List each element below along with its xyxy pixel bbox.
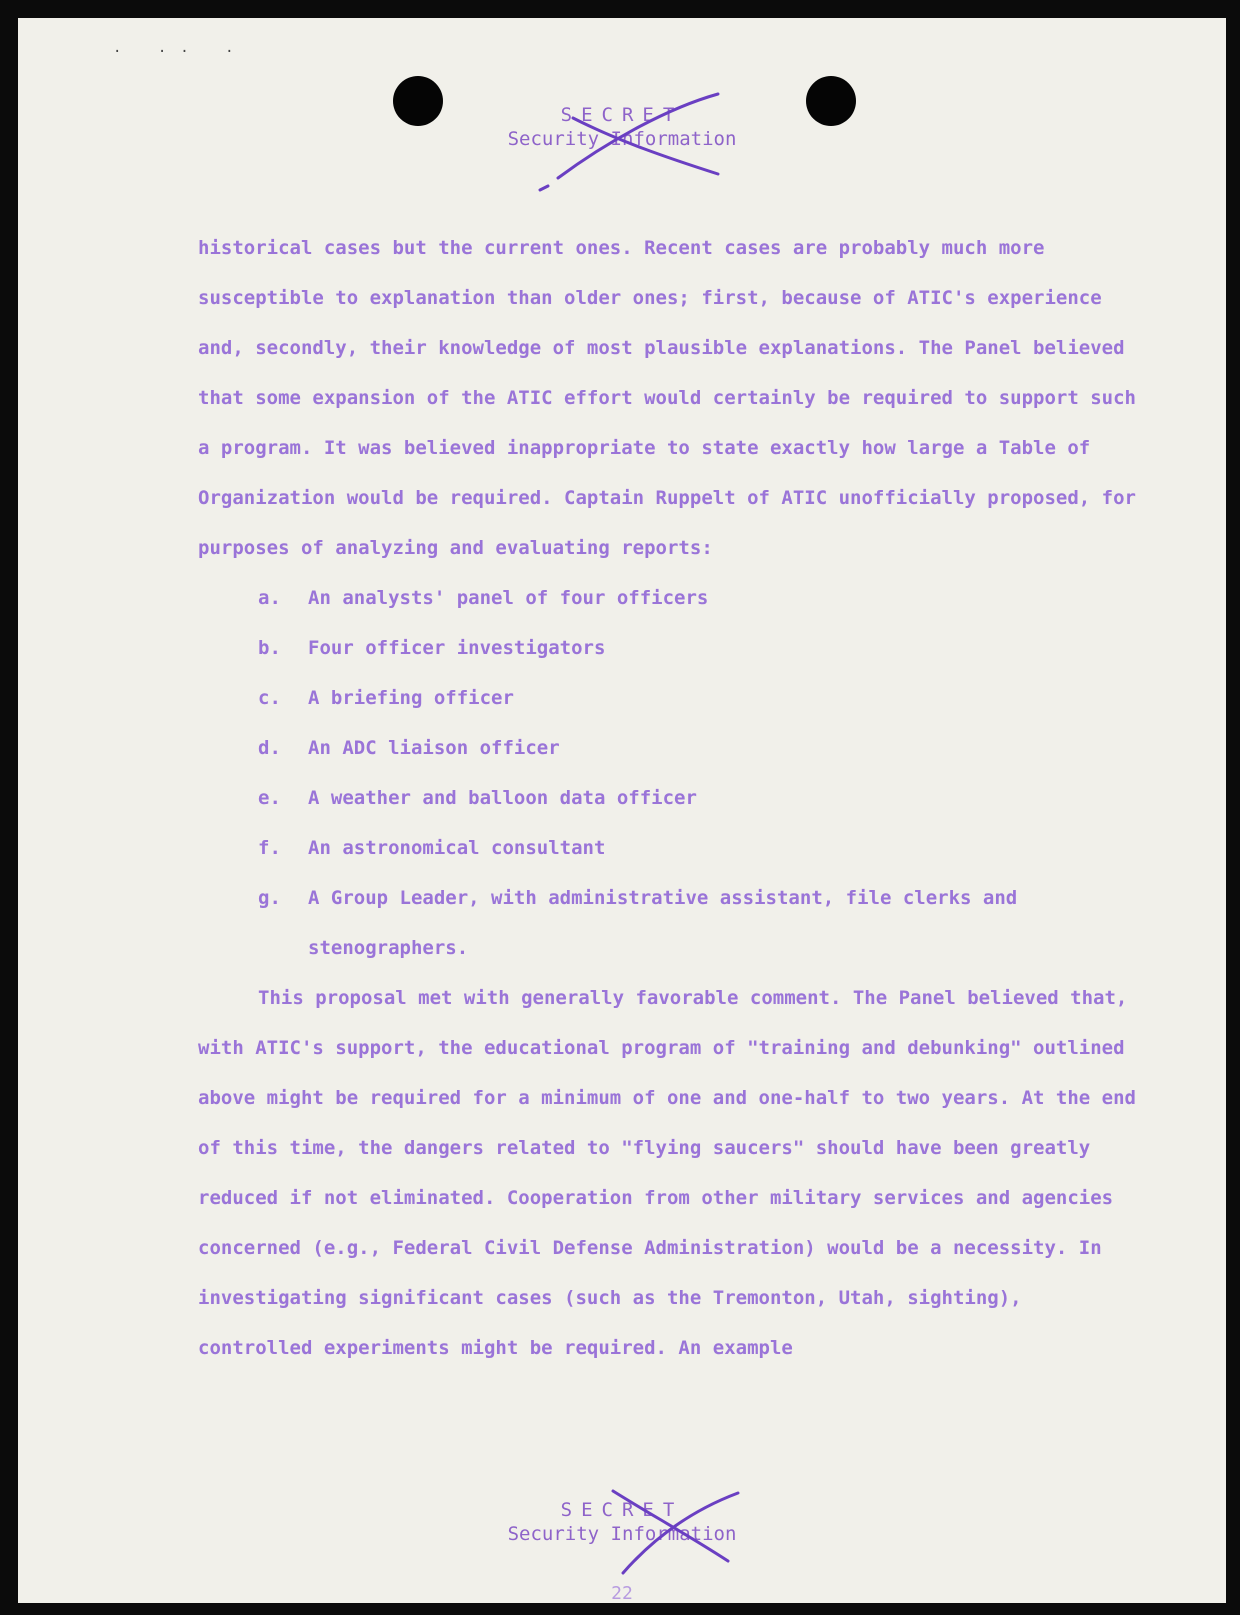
list-text: An analysts' panel of four officers bbox=[308, 587, 709, 609]
paragraph-1: historical cases but the current ones. Recent cases are probably much more susceptible to explanation than older ones; first, because of ATIC's experience and, secondly, their knowledge of most plausible explanations. The Panel believed that some expansion of the ATIC effort would certainly be required to support such a program. It was believed inappropriate to state exactly how large a Table of Organization would be required. Captain Ruppelt of ATIC unofficially proposed, for purposes of analyzing and evaluating reports: bbox=[198, 237, 1136, 559]
header-secret: SECRET bbox=[560, 104, 684, 126]
footer-secret: SECRET bbox=[560, 1499, 684, 1521]
page-number: 22 bbox=[611, 1583, 633, 1603]
staff-list bbox=[198, 573, 1143, 973]
footer-security-info: Security Information bbox=[507, 1523, 737, 1545]
header-strike-mark bbox=[518, 86, 738, 196]
list-text: A weather and balloon data officer bbox=[308, 787, 697, 809]
header-security-info: Security Information bbox=[507, 128, 737, 150]
list-letter: c. bbox=[258, 687, 281, 709]
list-letter: a. bbox=[258, 587, 281, 609]
document-body bbox=[198, 223, 1143, 1373]
paragraph-2: This proposal met with generally favorable comment. The Panel believed that, with ATIC's support, the educational program of "training and debunking" outlined above might be required for a minimum of one and one-half to two years. At the end of this time, the dangers related to "flying saucers" should have been greatly reduced if not eliminated. Cooperation from other military services and agencies concerned (e.g., Federal Civil Defense Administration) would be a necessity. In investigating significant cases (such as the Tremonton, Utah, sighting), controlled experiments might be required. An example bbox=[198, 987, 1136, 1359]
list-letter: d. bbox=[258, 737, 281, 759]
paper-specks: . .. . bbox=[113, 40, 248, 56]
list-item-b bbox=[198, 623, 1143, 673]
list-item-g bbox=[198, 873, 1143, 973]
list-item-a bbox=[198, 573, 1143, 623]
list-text: A Group Leader, with administrative assistant, file clerks and stenographers. bbox=[308, 887, 1018, 959]
list-letter: g. bbox=[258, 887, 281, 909]
list-letter: e. bbox=[258, 787, 281, 809]
list-letter: f. bbox=[258, 837, 281, 859]
list-text: A briefing officer bbox=[308, 687, 514, 709]
list-item-e bbox=[198, 773, 1143, 823]
list-item-f bbox=[198, 823, 1143, 873]
list-item-c bbox=[198, 673, 1143, 723]
list-text: An ADC liaison officer bbox=[308, 737, 560, 759]
list-item-d bbox=[198, 723, 1143, 773]
list-letter: b. bbox=[258, 637, 281, 659]
document-page bbox=[18, 18, 1226, 1603]
list-text: Four officer investigators bbox=[308, 637, 606, 659]
footer-strike-mark bbox=[588, 1473, 758, 1583]
list-text: An astronomical consultant bbox=[308, 837, 606, 859]
